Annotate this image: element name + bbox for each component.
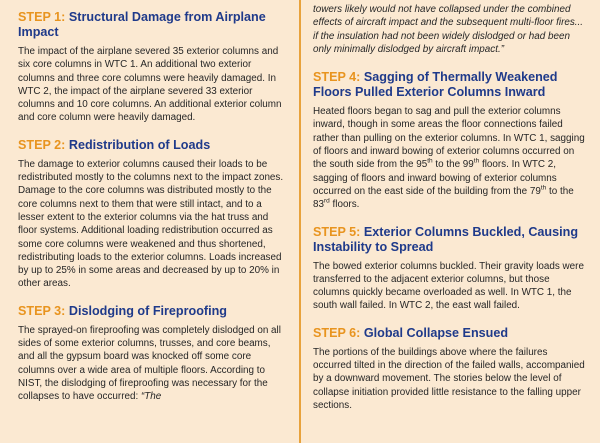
step-4-body-b: to the 99 — [432, 159, 474, 171]
step-4-heading — [313, 70, 588, 100]
step-4-body-c: floors. In WTC 2, sagging of floors and inward bowing of exterior columns occurred on the east side of the building from the 79 — [313, 159, 557, 197]
step-4-sup-b: th — [473, 158, 480, 166]
step-4-body-a: Heated floors began to sag and pull the exterior columns inward, though in some areas the floor connections failed rather than pulling on the exterior columns. In WTC 1, sagging of floors and inward bowing of exterior columns occurred on the south side from the 95 — [313, 106, 585, 171]
step-3-heading — [18, 304, 286, 319]
step-6-heading — [313, 326, 588, 341]
step-4-label: STEP 4: — [313, 70, 361, 85]
step-3-quote-continuation: towers likely would not have collapsed under the combined effects of aircraft impact and the subsequent multi-floor fires... if the insulation had not been widely dislodged or had been only minimally dislodged by aircraft impact.” — [313, 4, 584, 55]
step-3-quote-start: “The — [140, 391, 162, 403]
step-4-sup-d: rd — [323, 197, 330, 205]
step-5-label: STEP 5: — [313, 224, 361, 239]
step-4-sup-a: th — [427, 158, 433, 166]
step-4-body-e: floors. — [329, 199, 360, 211]
step-1-heading — [18, 10, 286, 40]
step-4-title: Sagging of Thermally Weakened Floors Pulled Exterior Columns Inward — [313, 70, 558, 100]
step-4-body — [313, 105, 588, 211]
step-5-body: The bowed exterior columns buckled. Their gravity loads were transferred to the adjacent exterior columns, but those columns quickly became overloaded as well. In WTC 1, the south wall failed. In WTC 2, the east wall failed. — [313, 260, 584, 312]
step-2-title: Redistribution of Loads — [68, 137, 211, 152]
step-3-title: Dislodging of Fireproofing — [68, 303, 227, 318]
step-3-label: STEP 3: — [18, 303, 66, 318]
step-2-body: The damage to exterior columns caused their loads to be redistributed mostly to the columns next to the impact zones. Damage to the core columns was distributed mostly to the core columns next to them that were still intact, and to a lesser extent to the exterior columns via the hat truss and floor systems. Additional loading redistribution occurred as some core columns were weakened and thus shortened, redistributing loads to the exterior columns. Loads increased by up to 25% in some areas and decreased by up to 20% in other areas. — [18, 158, 284, 290]
step-6-label: STEP 6: — [313, 325, 361, 340]
step-6-body: The portions of the buildings above where the failures occurred tilted in the direction of the failed walls, accompanied by a downward movement. The stories below the level of collapse initiation provided little resistance to the falling upper sections. — [313, 346, 585, 411]
step-2 — [18, 138, 286, 291]
step-3-body-text: The sprayed-on fireproofing was completely dislodged on all sides of some exterior columns, trusses, and core beams, and all the gypsum board was knocked off some core columns over a wide area of multiple floors. According to NIST, the dislodging of fireproofing was necessary for the collapses to have occurred: — [18, 324, 281, 403]
step-1-body: The impact of the airplane severed 35 exterior columns and six core columns in WTC 1. An additional two exterior columns and three core columns were heavily damaged. In WTC 2, the impact of the airplane severed 33 exterior columns and 10 core columns. An additional exterior column and core column were heavily damaged. — [18, 46, 282, 124]
step-4-sup-c: th — [540, 184, 547, 192]
step-3-body — [18, 324, 286, 404]
right-column — [301, 0, 600, 443]
step-1-label: STEP 1: — [18, 10, 66, 24]
step-2-label: STEP 2: — [18, 137, 66, 152]
step-1 — [18, 10, 286, 125]
step-5-heading — [313, 225, 588, 255]
step-3 — [18, 304, 286, 404]
step-2-heading — [18, 138, 286, 153]
step-4 — [313, 70, 588, 211]
step-4-body-d: to the 83 — [313, 185, 574, 211]
left-column — [0, 0, 299, 443]
step-1-title: Structural Damage from Airplane Impact — [18, 10, 266, 39]
step-5 — [313, 225, 588, 313]
step-6-title: Global Collapse Ensued — [363, 325, 509, 340]
step-5-title: Exterior Columns Buckled, Causing Instability to Spread — [313, 224, 579, 254]
step-6 — [313, 326, 588, 412]
